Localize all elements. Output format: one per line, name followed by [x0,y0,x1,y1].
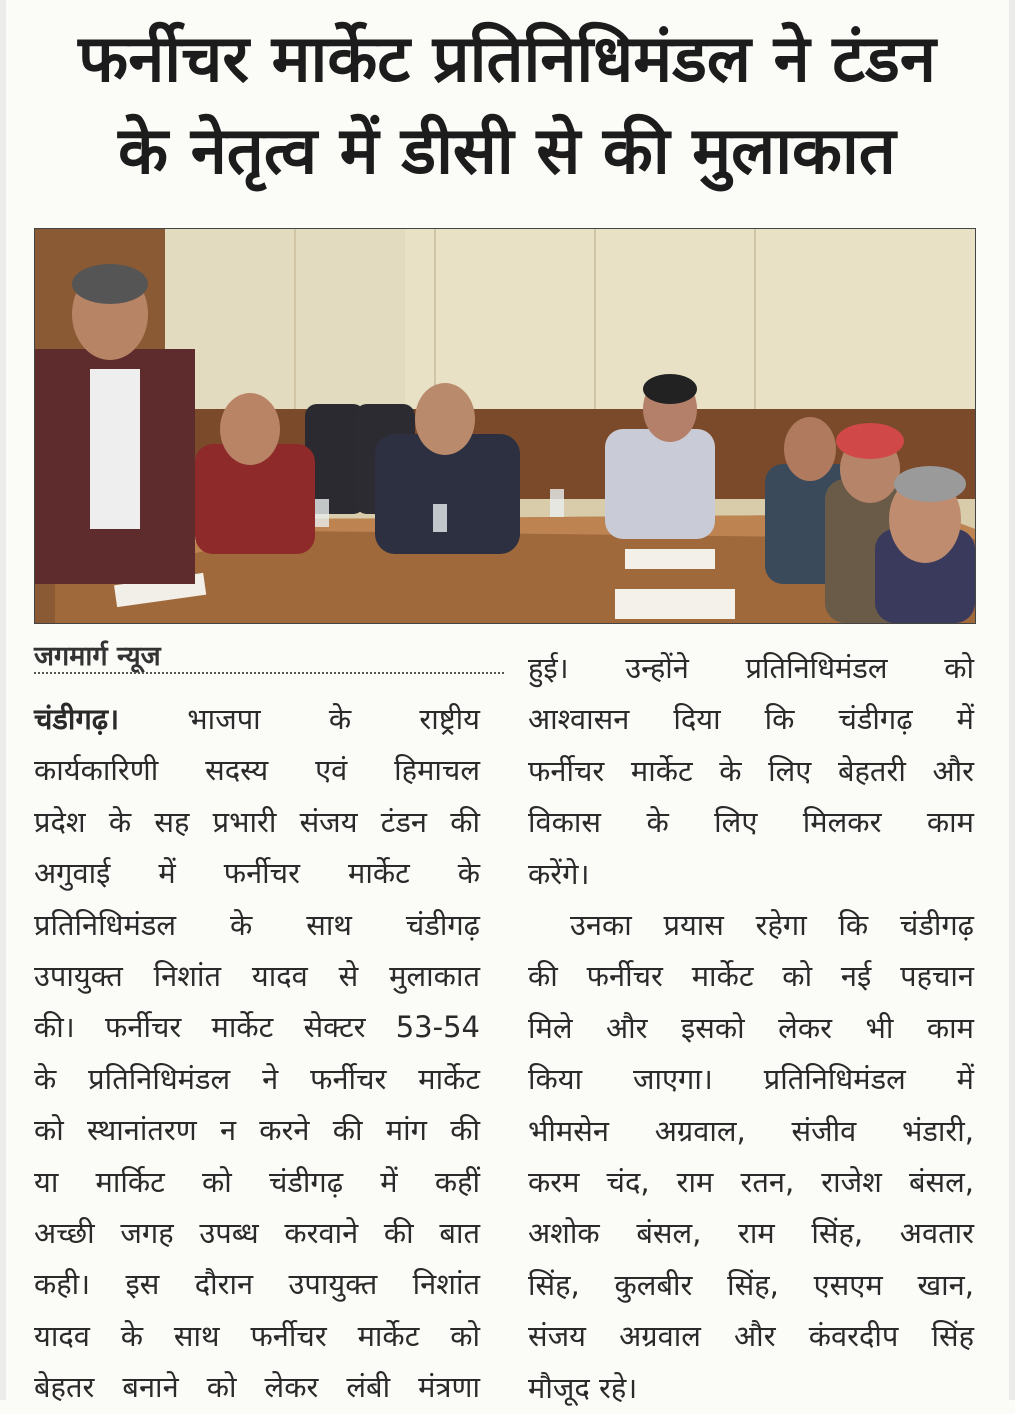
column-2-line: सिंह, कुलबीर सिंह, एसएम खान, [528,1267,974,1302]
column-1-line: प्रदेश के सह प्रभारी संजय टंडन की [34,804,480,839]
meeting-photo [34,228,976,624]
page-edge-right [1009,0,1015,1400]
column-1-line: या मार्किट को चंडीगढ़ में कहीं [34,1164,480,1199]
column-2-line: उनका प्रयास रहेगा कि चंडीगढ़ [570,908,974,943]
headline [22,14,992,198]
column-1-line: चंडीगढ़। भाजपा के राष्ट्रीय [34,702,480,736]
column-1-line: उपायुक्त निशांत यादव से मुलाकात [34,959,480,994]
column-1-line: को स्थानांतरण न करने की मांग की [34,1113,480,1148]
column-1-line: प्रतिनिधिमंडल के साथ चंडीगढ़ [34,907,480,942]
column-2-line: अशोक बंसल, राम सिंह, अवतार [528,1216,974,1251]
column-2-line: हुई। उन्होंने प्रतिनिधिमंडल को [528,651,974,685]
column-2-line: विकास के लिए मिलकर काम [528,805,974,840]
column-1-line: के प्रतिनिधिमंडल ने फर्नीचर मार्केट [34,1061,480,1096]
byline-divider [34,672,504,674]
column-1-line: अच्छी जगह उपब्ध करवाने की बात [34,1216,480,1251]
article-column-2 [528,643,974,1414]
article-column-1 [34,694,480,1414]
column-2-line: आश्वासन दिया कि चंडीगढ़ में [528,702,974,737]
column-1-line: बेहतर बनाने को लेकर लंबी मंत्रणा [34,1370,480,1405]
headline-line-2: के नेतृत्व में डीसी से की मुलाकात [118,114,896,189]
column-2-line: मौजूद रहे। [528,1370,638,1405]
column-2-line: करम चंद, राम रतन, राजेश बंसल, [528,1165,974,1200]
column-2-line: किया जाएगा। प्रतिनिधिमंडल में [528,1062,974,1097]
column-1-line: कही। इस दौरान उपायुक्त निशांत [34,1267,480,1302]
byline: जगमार्ग न्यूज [34,641,161,672]
column-2-line: फर्नीचर मार्केट के लिए बेहतरी और [528,753,974,788]
headline-line-1: फर्नीचर मार्केट प्रतिनिधिमंडल ने टंडन [78,22,936,97]
column-1-line: की। फर्नीचर मार्केट सेक्टर 53-54 [34,1010,480,1045]
column-1-line: यादव के साथ फर्नीचर मार्केट को [34,1318,480,1353]
column-2-line: भीमसेन अग्रवाल, संजीव भंडारी, [528,1113,974,1148]
column-2-line: मिले और इसको लेकर भी काम [528,1010,974,1045]
column-2-line: संजय अग्रवाल और कंवरदीप सिंह [528,1319,974,1354]
column-2-line: करेंगे। [528,856,590,891]
column-1-line: अगुवाई में फर्नीचर मार्केट के [34,856,480,891]
dateline-place: चंडीगढ़। [34,702,120,736]
meeting-photo-illustration [35,229,975,623]
column-1-line: कार्यकारिणी सदस्य एवं हिमाचल [34,753,480,788]
page-edge-left [0,0,6,1400]
column-2-line: की फर्नीचर मार्केट को नई पहचान [528,959,974,994]
